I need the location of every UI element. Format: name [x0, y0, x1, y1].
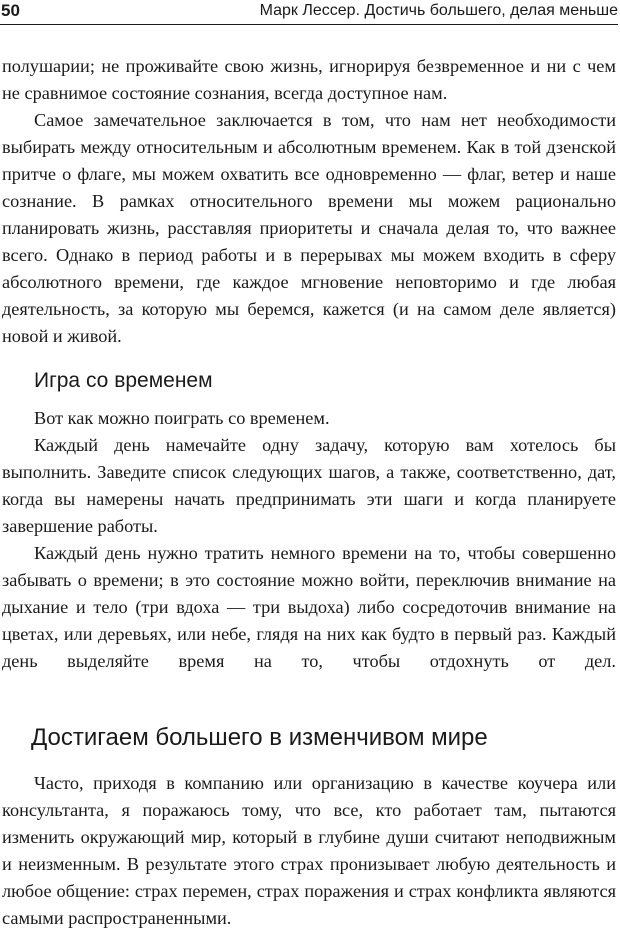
section-heading-play-with-time: Игра со временем [34, 369, 213, 392]
header-rule [0, 24, 618, 25]
paragraph: полушарии; не проживайте свою жизнь, игнорируя безвременное и ни с чем не сравнимое состояние сознания, всегда доступное нам. [2, 56, 616, 103]
running-title: Марк Лессер. Достичь большего, делая меньше [259, 2, 618, 19]
paragraph: Вот как можно поиграть со временем. [34, 408, 330, 428]
paragraph: Каждый день нужно тратить немного времени на то, чтобы совершенно забывать о времени; в это состояние можно войти, переключив внимание на дыхание и тело (три вдоха — три выдоха) либо сосредоточив внимание на цветах, или деревьях, или небе, глядя на них как будто в первый раз. Каждый день выделяйте время на то, чтобы отдохнуть от дел. [2, 543, 616, 671]
intro-text-block [2, 53, 616, 350]
change-text-block [2, 770, 616, 932]
play-text-block [2, 405, 616, 675]
running-header [0, 0, 618, 24]
paragraph: Каждый день намечайте одну задачу, которую вам хотелось бы выполнить. Заведите список следующих шагов, а также, соответственно, дат, когда вы намерены начать предпринимать эти шаги и когда планируете завершение работы. [2, 435, 616, 536]
section-heading-changing-world: Достигаем большего в изменчивом мире [31, 724, 488, 751]
page-number: 50 [1, 1, 20, 20]
paragraph: Самое замечательное заключается в том, что нам нет необходимости выбирать между относительным и абсолютным временем. Как в той дзенской притче о флаге, мы можем охватить все одновременно — флаг, ветер и наше сознание. В рамках относительного времени мы можем рационально планировать жизнь, расставляя приоритеты и сначала делая то, что важнее всего. Однако в период работы и в перерывах мы можем входить в сферу абсолютного времени, где каждое мгновение неповторимо и где любая деятельность, за которую мы беремся, кажется (и на самом деле является) новой и живой. [2, 110, 616, 346]
paragraph: Часто, приходя в компанию или организацию в качестве коучера или консультанта, я поражаюсь тому, что все, кто работает там, пытаются изменить окружающий мир, который в глубине души считают неподвижным и неизменным. В результате этого страх пронизывает любую деятельность и любое общение: страх перемен, страх поражения и страх конфликта являются самыми распространенными. [2, 773, 616, 928]
